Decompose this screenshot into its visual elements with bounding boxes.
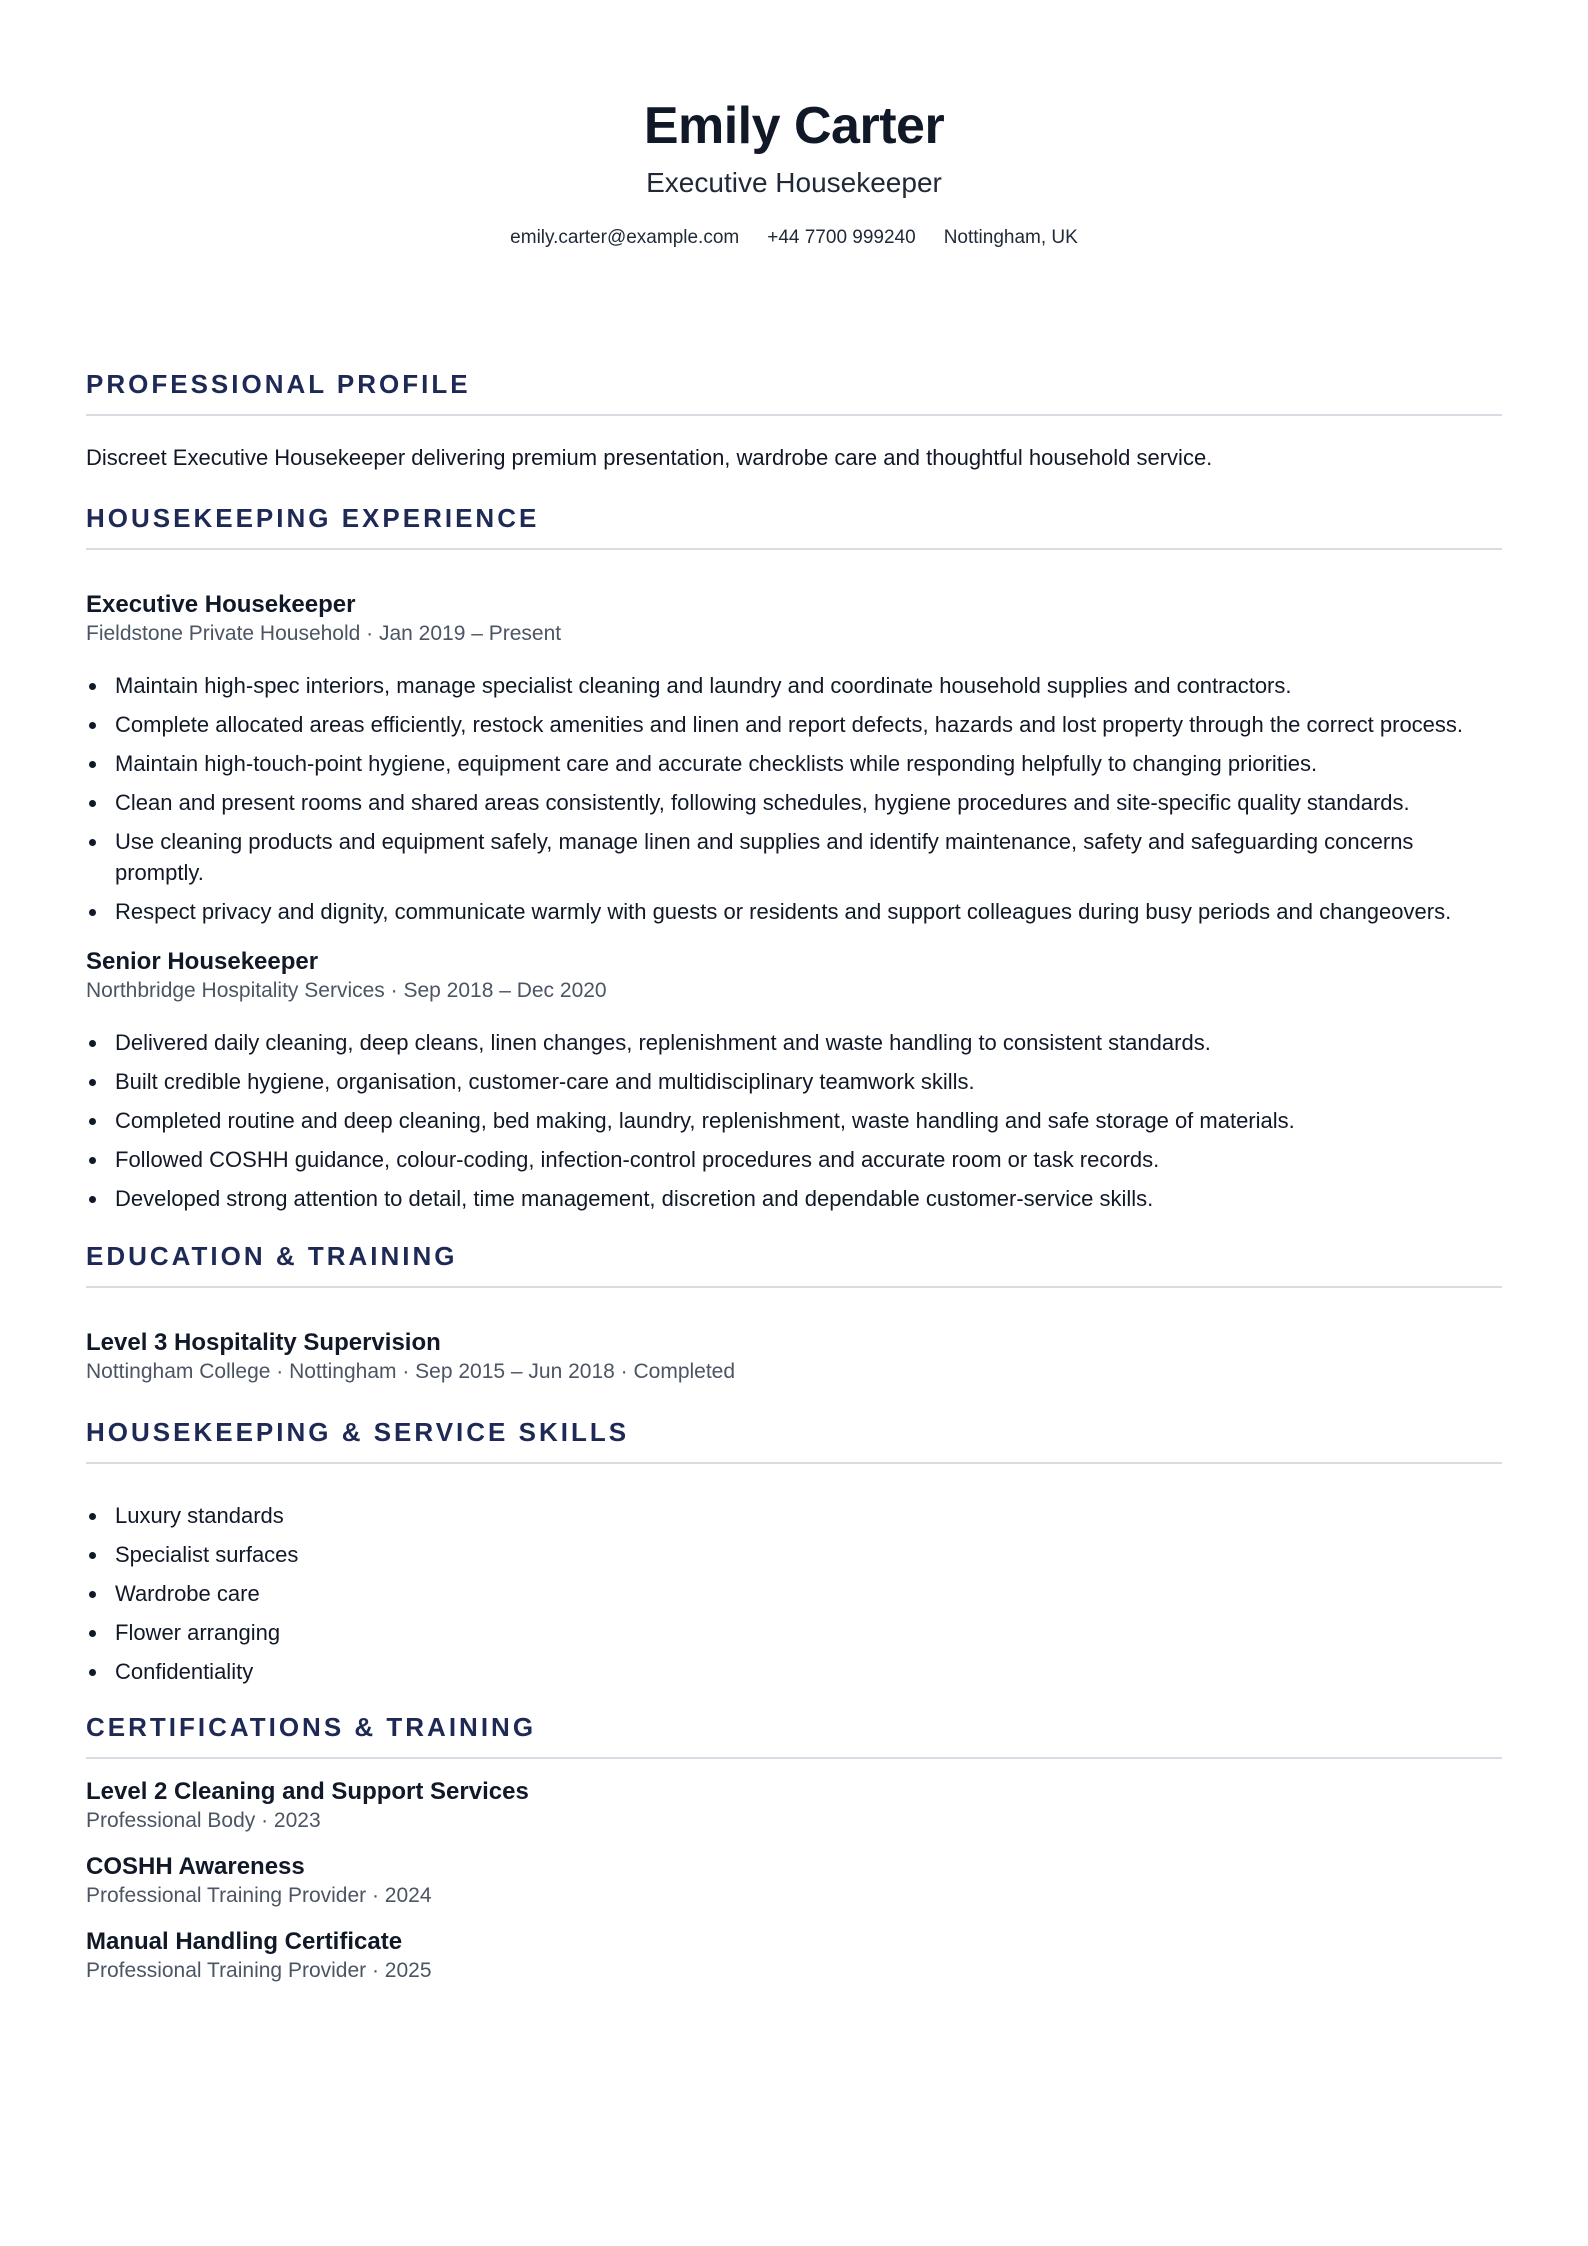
certification-meta: Professional Body · 2023 bbox=[86, 1809, 321, 1832]
profile-section bbox=[86, 368, 1502, 474]
education-section bbox=[86, 1240, 1502, 1386]
certifications-section bbox=[86, 1711, 1502, 1985]
education-name: Level 3 Hospitality Supervision bbox=[86, 1329, 441, 1356]
profile-heading: PROFESSIONAL PROFILE bbox=[86, 368, 1502, 416]
job-bullets bbox=[86, 670, 1502, 927]
skill-item: Luxury standards bbox=[115, 1500, 1502, 1531]
job-entry bbox=[86, 947, 1502, 1214]
contact-phone: +44 7700 999240 bbox=[767, 227, 916, 248]
job-meta: Northbridge Hospitality Services · Sep 2018 – Dec 2020 bbox=[86, 979, 607, 1002]
list-item: Complete allocated areas efficiently, restock amenities and linen and report defects, hazards and lost property through the correct process. bbox=[115, 709, 1502, 740]
job-meta: Fieldstone Private Household · Jan 2019 – Present bbox=[86, 622, 562, 645]
certifications-heading: CERTIFICATIONS & TRAINING bbox=[86, 1711, 1502, 1759]
certification-entry bbox=[86, 1927, 1502, 1985]
certification-meta: Professional Training Provider · 2025 bbox=[86, 1959, 432, 1982]
job-bullets bbox=[86, 1027, 1502, 1214]
education-meta: Nottingham College · Nottingham · Sep 2015 – Jun 2018 · Completed bbox=[86, 1360, 736, 1383]
contact-location: Nottingham, UK bbox=[943, 227, 1078, 248]
education-heading: EDUCATION & TRAINING bbox=[86, 1240, 1502, 1288]
job-title: Senior Housekeeper bbox=[86, 948, 319, 975]
certification-entry bbox=[86, 1777, 1502, 1835]
job-title: Executive Housekeeper bbox=[86, 591, 356, 618]
candidate-name: Emily Carter bbox=[643, 97, 945, 155]
list-item: Completed routine and deep cleaning, bed making, laundry, replenishment, waste handling and safe storage of materials. bbox=[115, 1105, 1502, 1136]
resume-header bbox=[86, 96, 1502, 250]
skills-section bbox=[86, 1416, 1502, 1687]
contact-email: emily.carter@example.com bbox=[510, 227, 740, 248]
certification-name: Manual Handling Certificate bbox=[86, 1928, 403, 1955]
list-item: Maintain high-spec interiors, manage specialist cleaning and laundry and coordinate household supplies and contractors. bbox=[115, 670, 1502, 701]
list-item: Developed strong attention to detail, time management, discretion and dependable customer-service skills. bbox=[115, 1183, 1502, 1214]
list-item: Use cleaning products and equipment safely, manage linen and supplies and identify maintenance, safety and safeguarding concerns promptly. bbox=[115, 826, 1502, 888]
skills-heading: HOUSEKEEPING & SERVICE SKILLS bbox=[86, 1416, 1502, 1464]
job-entry bbox=[86, 590, 1502, 927]
certification-name: Level 2 Cleaning and Support Services bbox=[86, 1778, 529, 1805]
list-item: Built credible hygiene, organisation, customer-care and multidisciplinary teamwork skills. bbox=[115, 1066, 1502, 1097]
skill-item: Flower arranging bbox=[115, 1617, 1502, 1648]
list-item: Clean and present rooms and shared areas consistently, following schedules, hygiene procedures and site-specific quality standards. bbox=[115, 787, 1502, 818]
education-entry bbox=[86, 1328, 1502, 1386]
contact-line bbox=[86, 226, 1502, 250]
list-item: Maintain high-touch-point hygiene, equipment care and accurate checklists while responding helpfully to changing priorities. bbox=[115, 748, 1502, 779]
skills-list bbox=[86, 1500, 1502, 1687]
skill-item: Confidentiality bbox=[115, 1656, 1502, 1687]
certification-entry bbox=[86, 1852, 1502, 1910]
skill-item: Wardrobe care bbox=[115, 1578, 1502, 1609]
skill-item: Specialist surfaces bbox=[115, 1539, 1502, 1570]
experience-section bbox=[86, 502, 1502, 1214]
list-item: Respect privacy and dignity, communicate warmly with guests or residents and support colleagues during busy periods and changeovers. bbox=[115, 896, 1502, 927]
list-item: Followed COSHH guidance, colour-coding, infection-control procedures and accurate room or task records. bbox=[115, 1144, 1502, 1175]
experience-heading: HOUSEKEEPING EXPERIENCE bbox=[86, 502, 1502, 550]
list-item: Delivered daily cleaning, deep cleans, linen changes, replenishment and waste handling to consistent standards. bbox=[115, 1027, 1502, 1058]
certification-meta: Professional Training Provider · 2024 bbox=[86, 1884, 432, 1907]
candidate-role: Executive Housekeeper bbox=[646, 167, 942, 198]
certification-name: COSHH Awareness bbox=[86, 1853, 305, 1880]
profile-text: Discreet Executive Housekeeper delivering premium presentation, wardrobe care and thoughtful household service. bbox=[86, 445, 1213, 470]
